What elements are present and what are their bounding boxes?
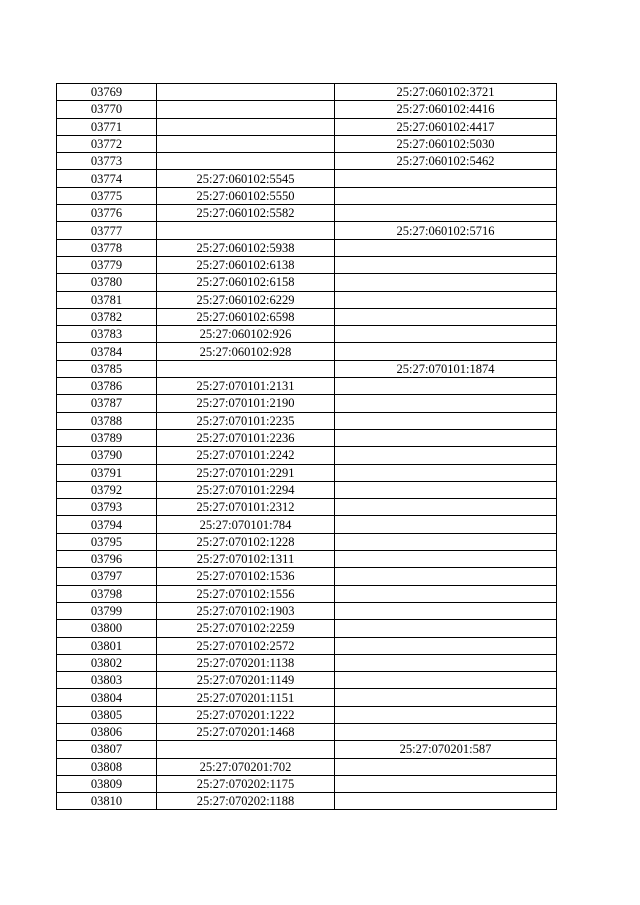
cadastral-number-alt-cell bbox=[335, 637, 557, 654]
row-number-cell: 03803 bbox=[57, 672, 157, 689]
table-row bbox=[57, 153, 557, 170]
cadastral-number-alt-cell bbox=[335, 447, 557, 464]
cadastral-number-alt-cell bbox=[335, 343, 557, 360]
row-number-cell: 03788 bbox=[57, 412, 157, 429]
row-number-cell: 03793 bbox=[57, 499, 157, 516]
cadastral-number-alt-cell bbox=[335, 793, 557, 810]
table-row bbox=[57, 274, 557, 291]
row-number-cell: 03789 bbox=[57, 429, 157, 446]
cadastral-number-cell: 25:27:060102:5938 bbox=[157, 239, 335, 256]
cadastral-number-alt-cell: 25:27:060102:5462 bbox=[335, 153, 557, 170]
table-row bbox=[57, 170, 557, 187]
table-row bbox=[57, 793, 557, 810]
cadastral-number-cell: 25:27:070201:1222 bbox=[157, 706, 335, 723]
table-row bbox=[57, 585, 557, 602]
cadastral-number-cell: 25:27:070101:2236 bbox=[157, 429, 335, 446]
row-number-cell: 03794 bbox=[57, 516, 157, 533]
table-row bbox=[57, 101, 557, 118]
cadastral-number-cell: 25:27:070102:1556 bbox=[157, 585, 335, 602]
cadastral-number-alt-cell: 25:27:070101:1874 bbox=[335, 360, 557, 377]
row-number-cell: 03784 bbox=[57, 343, 157, 360]
table-row bbox=[57, 447, 557, 464]
table-row bbox=[57, 689, 557, 706]
table-row bbox=[57, 551, 557, 568]
cadastral-number-cell: 25:27:070101:2291 bbox=[157, 464, 335, 481]
cadastral-number-cell: 25:27:070101:2235 bbox=[157, 412, 335, 429]
table-row bbox=[57, 360, 557, 377]
row-number-cell: 03780 bbox=[57, 274, 157, 291]
row-number-cell: 03805 bbox=[57, 706, 157, 723]
cadastral-number-cell bbox=[157, 741, 335, 758]
row-number-cell: 03808 bbox=[57, 758, 157, 775]
row-number-cell: 03782 bbox=[57, 308, 157, 325]
row-number-cell: 03775 bbox=[57, 187, 157, 204]
table-row bbox=[57, 343, 557, 360]
cadastral-number-alt-cell bbox=[335, 256, 557, 273]
row-number-cell: 03774 bbox=[57, 170, 157, 187]
cadastral-number-cell: 25:27:070102:1903 bbox=[157, 602, 335, 619]
cadastral-number-alt-cell bbox=[335, 689, 557, 706]
cadastral-number-cell bbox=[157, 222, 335, 239]
row-number-cell: 03802 bbox=[57, 654, 157, 671]
row-number-cell: 03786 bbox=[57, 378, 157, 395]
row-number-cell: 03806 bbox=[57, 723, 157, 740]
table-row bbox=[57, 723, 557, 740]
row-number-cell: 03801 bbox=[57, 637, 157, 654]
cadastral-number-alt-cell bbox=[335, 585, 557, 602]
table-row bbox=[57, 654, 557, 671]
cadastral-number-cell bbox=[157, 101, 335, 118]
cadastral-number-cell: 25:27:070101:2294 bbox=[157, 481, 335, 498]
cadastral-number-alt-cell bbox=[335, 481, 557, 498]
cadastral-number-cell: 25:27:070202:1175 bbox=[157, 775, 335, 792]
cadastral-number-alt-cell bbox=[335, 239, 557, 256]
cadastral-number-alt-cell bbox=[335, 429, 557, 446]
row-number-cell: 03771 bbox=[57, 118, 157, 135]
cadastral-number-alt-cell bbox=[335, 516, 557, 533]
cadastral-number-alt-cell: 25:27:060102:5716 bbox=[335, 222, 557, 239]
table-row bbox=[57, 135, 557, 152]
cadastral-number-cell: 25:27:060102:6158 bbox=[157, 274, 335, 291]
cadastral-number-cell: 25:27:070102:1311 bbox=[157, 551, 335, 568]
cadastral-number-alt-cell bbox=[335, 308, 557, 325]
cadastral-number-cell: 25:27:060102:928 bbox=[157, 343, 335, 360]
cadastral-number-cell bbox=[157, 360, 335, 377]
row-number-cell: 03800 bbox=[57, 620, 157, 637]
row-number-cell: 03777 bbox=[57, 222, 157, 239]
cadastral-number-alt-cell bbox=[335, 672, 557, 689]
row-number-cell: 03785 bbox=[57, 360, 157, 377]
table-row bbox=[57, 758, 557, 775]
row-number-cell: 03770 bbox=[57, 101, 157, 118]
cadastral-number-alt-cell bbox=[335, 758, 557, 775]
table-row bbox=[57, 464, 557, 481]
cadastral-number-alt-cell bbox=[335, 326, 557, 343]
cadastral-number-alt-cell bbox=[335, 170, 557, 187]
cadastral-number-cell: 25:27:060102:5550 bbox=[157, 187, 335, 204]
cadastral-number-cell bbox=[157, 153, 335, 170]
row-number-cell: 03772 bbox=[57, 135, 157, 152]
cadastral-number-alt-cell bbox=[335, 291, 557, 308]
row-number-cell: 03799 bbox=[57, 602, 157, 619]
cadastral-number-alt-cell: 25:27:060102:3721 bbox=[335, 84, 557, 101]
row-number-cell: 03791 bbox=[57, 464, 157, 481]
row-number-cell: 03790 bbox=[57, 447, 157, 464]
table-row bbox=[57, 84, 557, 101]
table-row bbox=[57, 741, 557, 758]
cadastral-number-cell: 25:27:070102:2259 bbox=[157, 620, 335, 637]
cadastral-number-cell: 25:27:070202:1188 bbox=[157, 793, 335, 810]
table-row bbox=[57, 378, 557, 395]
row-number-cell: 03792 bbox=[57, 481, 157, 498]
cadastral-number-alt-cell: 25:27:070201:587 bbox=[335, 741, 557, 758]
table-row bbox=[57, 291, 557, 308]
cadastral-number-cell: 25:27:070201:1468 bbox=[157, 723, 335, 740]
row-number-cell: 03809 bbox=[57, 775, 157, 792]
table-row bbox=[57, 775, 557, 792]
cadastral-number-cell: 25:27:060102:6229 bbox=[157, 291, 335, 308]
row-number-cell: 03778 bbox=[57, 239, 157, 256]
cadastral-number-cell: 25:27:070102:1536 bbox=[157, 568, 335, 585]
table-row bbox=[57, 672, 557, 689]
cadastral-number-alt-cell: 25:27:060102:4417 bbox=[335, 118, 557, 135]
cadastral-number-cell bbox=[157, 84, 335, 101]
cadastral-number-cell: 25:27:070102:1228 bbox=[157, 533, 335, 550]
cadastral-number-alt-cell bbox=[335, 602, 557, 619]
row-number-cell: 03807 bbox=[57, 741, 157, 758]
cadastral-number-cell: 25:27:060102:5582 bbox=[157, 205, 335, 222]
row-number-cell: 03796 bbox=[57, 551, 157, 568]
table-row bbox=[57, 706, 557, 723]
cadastral-number-cell: 25:27:070101:2242 bbox=[157, 447, 335, 464]
row-number-cell: 03769 bbox=[57, 84, 157, 101]
table-row bbox=[57, 499, 557, 516]
table-row bbox=[57, 222, 557, 239]
cadastral-number-alt-cell bbox=[335, 464, 557, 481]
cadastral-number-alt-cell: 25:27:060102:4416 bbox=[335, 101, 557, 118]
cadastral-number-cell: 25:27:060102:5545 bbox=[157, 170, 335, 187]
cadastral-table bbox=[56, 83, 557, 810]
cadastral-number-alt-cell bbox=[335, 187, 557, 204]
cadastral-number-alt-cell bbox=[335, 654, 557, 671]
row-number-cell: 03795 bbox=[57, 533, 157, 550]
cadastral-number-alt-cell bbox=[335, 378, 557, 395]
table-row bbox=[57, 308, 557, 325]
cadastral-number-alt-cell bbox=[335, 412, 557, 429]
cadastral-number-cell: 25:27:070101:2131 bbox=[157, 378, 335, 395]
cadastral-number-alt-cell bbox=[335, 723, 557, 740]
table-row bbox=[57, 256, 557, 273]
row-number-cell: 03781 bbox=[57, 291, 157, 308]
row-number-cell: 03804 bbox=[57, 689, 157, 706]
table-row bbox=[57, 602, 557, 619]
row-number-cell: 03779 bbox=[57, 256, 157, 273]
cadastral-number-alt-cell bbox=[335, 568, 557, 585]
table-row bbox=[57, 429, 557, 446]
cadastral-number-alt-cell: 25:27:060102:5030 bbox=[335, 135, 557, 152]
table-row bbox=[57, 481, 557, 498]
cadastral-number-cell: 25:27:070201:1138 bbox=[157, 654, 335, 671]
table-row bbox=[57, 239, 557, 256]
cadastral-number-cell: 25:27:060102:6598 bbox=[157, 308, 335, 325]
table-row bbox=[57, 637, 557, 654]
row-number-cell: 03783 bbox=[57, 326, 157, 343]
cadastral-number-cell: 25:27:070101:2312 bbox=[157, 499, 335, 516]
table-body bbox=[57, 84, 557, 810]
table-row bbox=[57, 568, 557, 585]
table-row bbox=[57, 533, 557, 550]
cadastral-number-alt-cell bbox=[335, 706, 557, 723]
table-row bbox=[57, 516, 557, 533]
cadastral-number-cell: 25:27:070102:2572 bbox=[157, 637, 335, 654]
cadastral-number-alt-cell bbox=[335, 274, 557, 291]
cadastral-number-alt-cell bbox=[335, 551, 557, 568]
cadastral-number-cell: 25:27:070201:1149 bbox=[157, 672, 335, 689]
row-number-cell: 03798 bbox=[57, 585, 157, 602]
table-row bbox=[57, 620, 557, 637]
row-number-cell: 03810 bbox=[57, 793, 157, 810]
cadastral-number-alt-cell bbox=[335, 775, 557, 792]
cadastral-number-alt-cell bbox=[335, 620, 557, 637]
cadastral-number-cell: 25:27:060102:6138 bbox=[157, 256, 335, 273]
cadastral-number-cell: 25:27:070201:702 bbox=[157, 758, 335, 775]
cadastral-number-cell bbox=[157, 135, 335, 152]
row-number-cell: 03776 bbox=[57, 205, 157, 222]
cadastral-number-alt-cell bbox=[335, 533, 557, 550]
row-number-cell: 03773 bbox=[57, 153, 157, 170]
row-number-cell: 03787 bbox=[57, 395, 157, 412]
cadastral-number-cell: 25:27:070101:2190 bbox=[157, 395, 335, 412]
table-row bbox=[57, 412, 557, 429]
cadastral-number-alt-cell bbox=[335, 499, 557, 516]
table-row bbox=[57, 205, 557, 222]
table-row bbox=[57, 187, 557, 204]
cadastral-number-cell bbox=[157, 118, 335, 135]
cadastral-number-cell: 25:27:070201:1151 bbox=[157, 689, 335, 706]
table-row bbox=[57, 118, 557, 135]
table-row bbox=[57, 326, 557, 343]
row-number-cell: 03797 bbox=[57, 568, 157, 585]
cadastral-number-alt-cell bbox=[335, 395, 557, 412]
cadastral-number-alt-cell bbox=[335, 205, 557, 222]
table-row bbox=[57, 395, 557, 412]
cadastral-number-cell: 25:27:070101:784 bbox=[157, 516, 335, 533]
cadastral-number-cell: 25:27:060102:926 bbox=[157, 326, 335, 343]
